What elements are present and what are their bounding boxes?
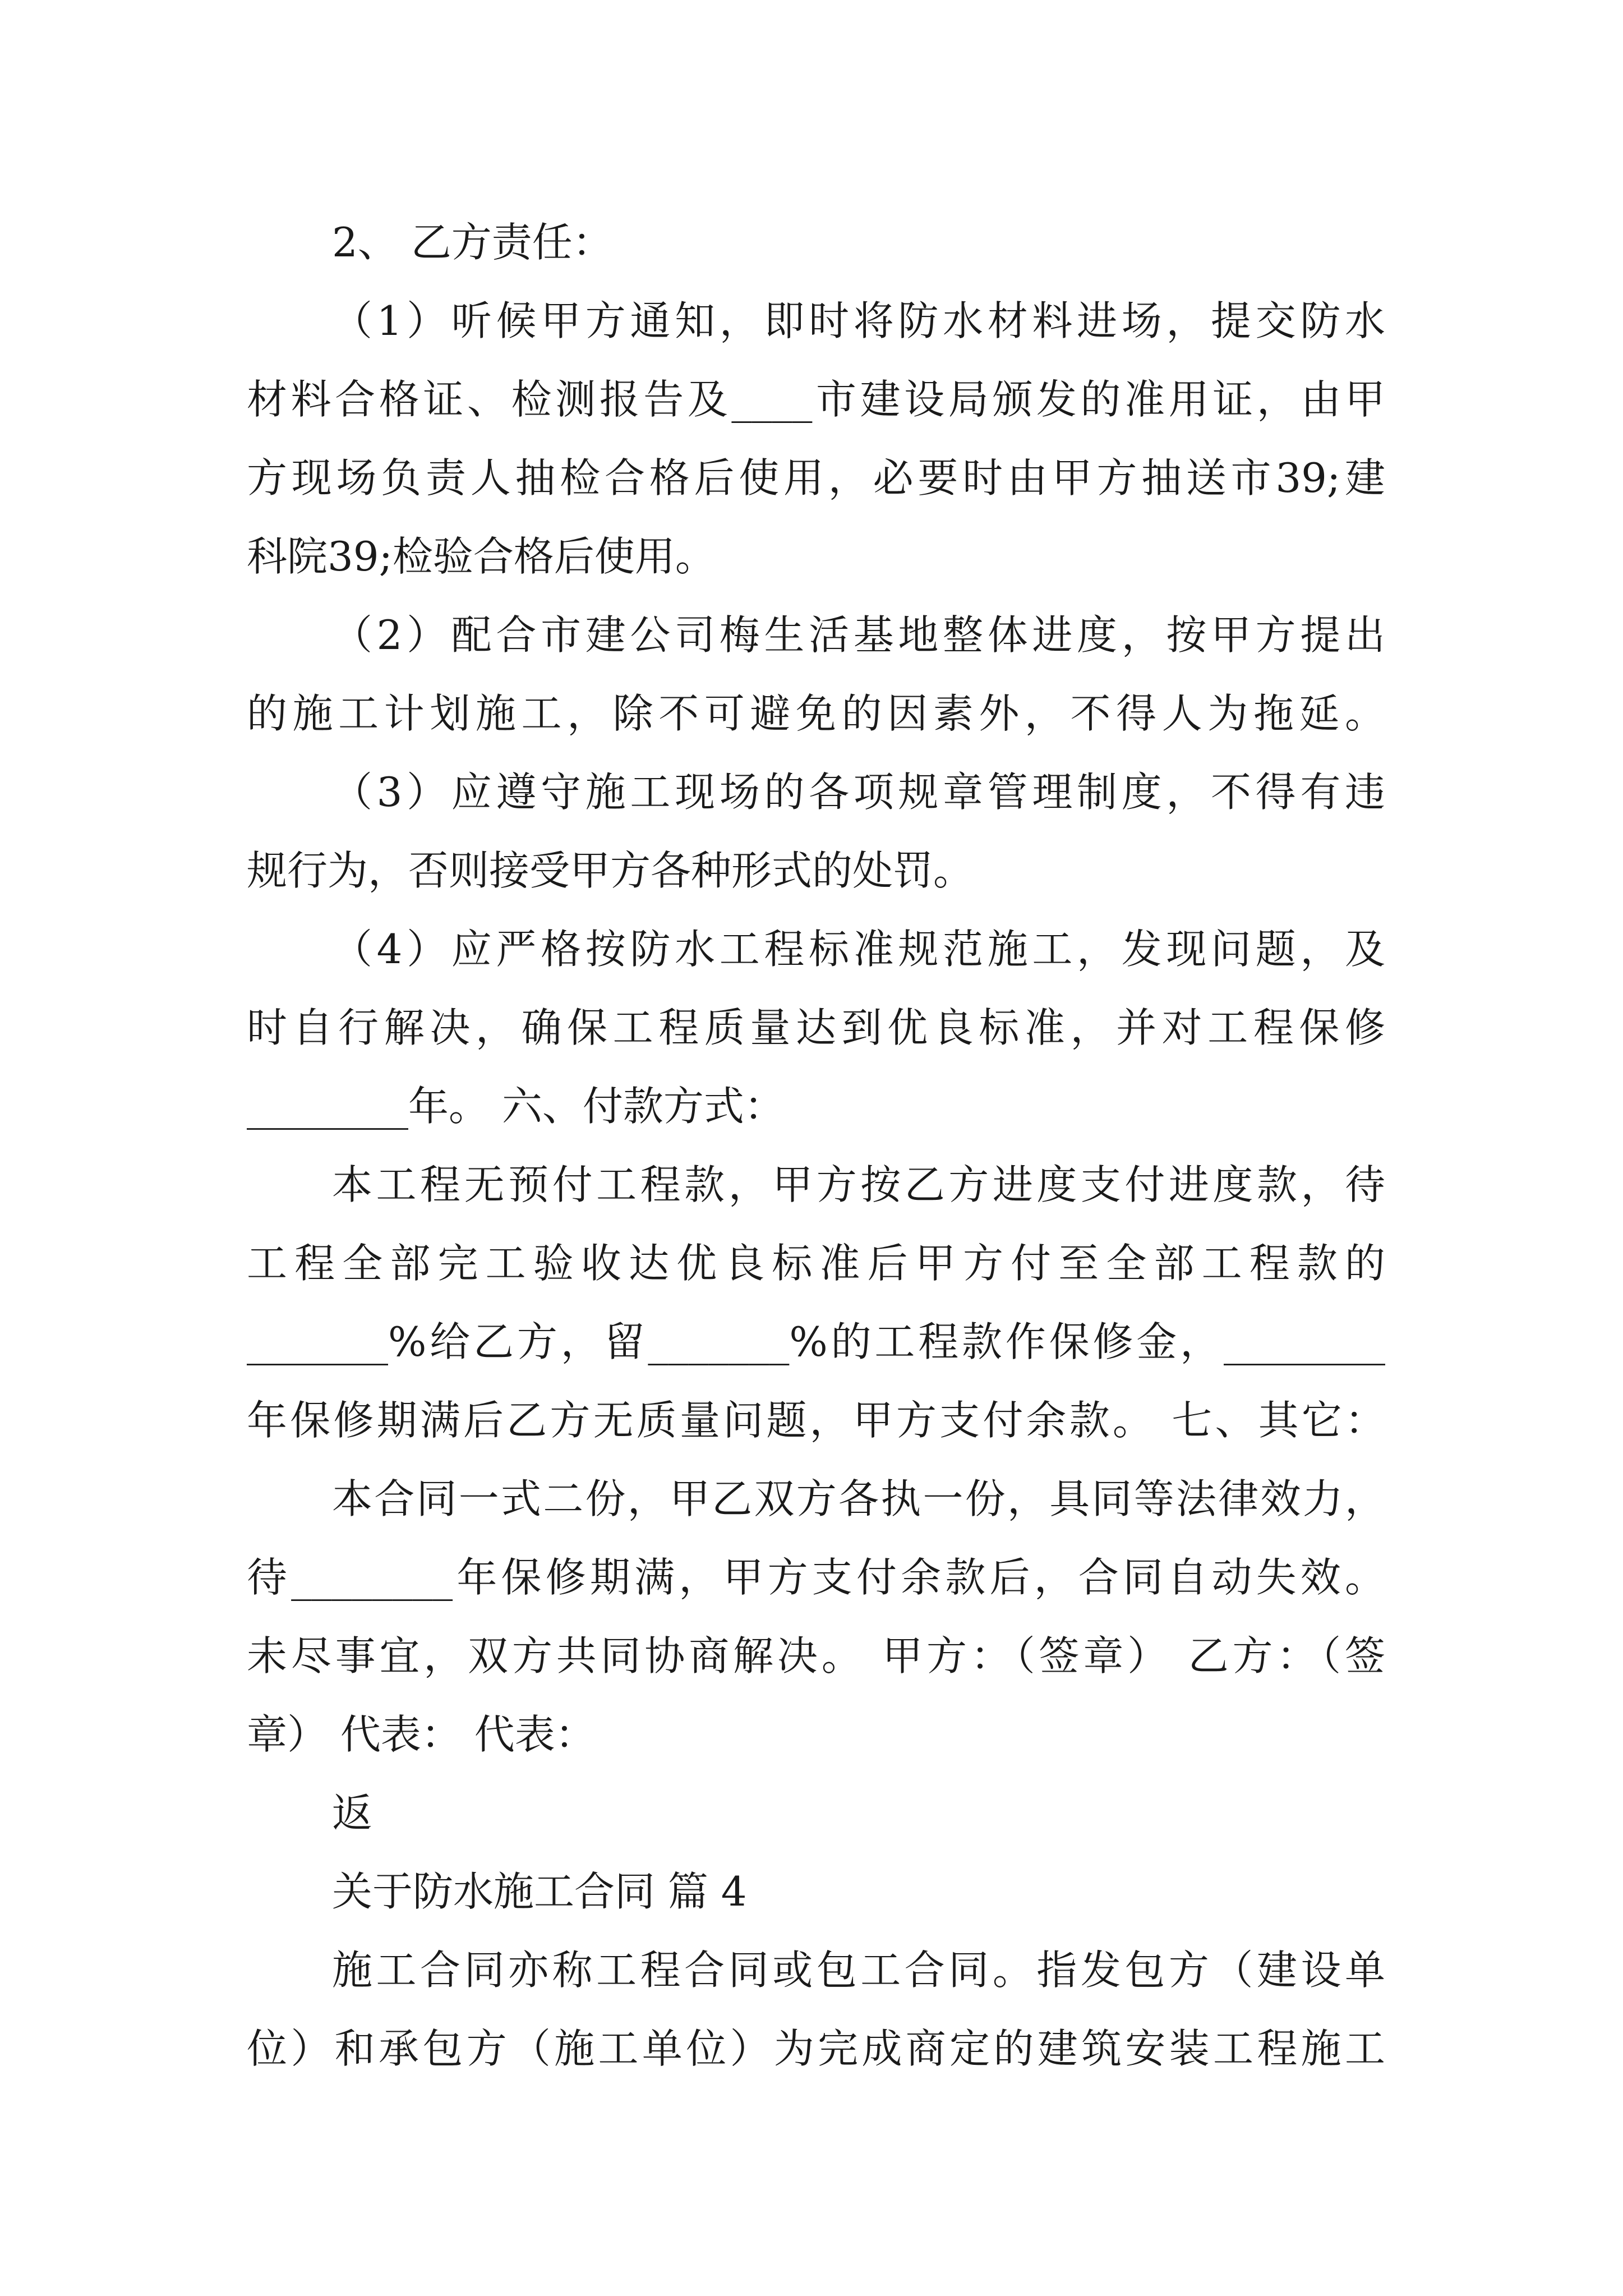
paragraph-line: 工程全部完工验收达优良标准后甲方付至全部工程款的 — [247, 1240, 1385, 1287]
paragraph-line: 科院39;检验合格后使用。 — [247, 533, 716, 580]
paragraph-line: 材料合格证、检测报告及____市建设局颁发的准用证，由甲 — [247, 376, 1385, 423]
paragraph-line: 施工合同亦称工程合同或包工合同。指发包方（建设单 — [332, 1947, 1385, 1994]
paragraph-line: 规行为，否则接受甲方各种形式的处罚。 — [247, 847, 974, 894]
paragraph-line: 本合同一式二份，甲乙双方各执一份，具同等法律效力， — [332, 1475, 1385, 1522]
paragraph-line: 待________年保修期满，甲方支付余款后，合同自动失效。 — [247, 1554, 1385, 1601]
section-heading: 2、 乙方责任： — [332, 219, 613, 266]
paragraph-line: （1）听候甲方通知，即时将防水材料进场，提交防水 — [332, 297, 1385, 344]
paragraph-line: 年保修期满后乙方无质量问题，甲方支付余款。 七、其它： — [247, 1397, 1385, 1444]
paragraph-line: 位）和承包方（施工单位）为完成商定的建筑安装工程施工 — [247, 2025, 1385, 2072]
paragraph-line: _______%给乙方，留_______%的工程款作保修金，________ — [247, 1318, 1385, 1365]
paragraph-line: 的施工计划施工，除不可避免的因素外，不得人为拖延。 — [247, 690, 1385, 737]
paragraph-line: 返 — [332, 1789, 373, 1837]
paragraph-line: （4）应严格按防水工程标准规范施工，发现问题，及 — [332, 926, 1385, 973]
paragraph-line: （3）应遵守施工现场的各项规章管理制度，不得有违 — [332, 769, 1385, 816]
paragraph-line: ________年。 六、付款方式： — [247, 1083, 785, 1130]
paragraph-line: 未尽事宜，双方共同协商解决。 甲方：（签章） 乙方：（签 — [247, 1632, 1385, 1680]
paragraph-line: 方现场负责人抽检合格后使用，必要时由甲方抽送市39;建 — [247, 454, 1385, 501]
paragraph-line: 章） 代表： 代表： — [247, 1711, 596, 1758]
paragraph-line: 本工程无预付工程款，甲方按乙方进度支付进度款，待 — [332, 1161, 1385, 1208]
paragraph-line: 时自行解决，确保工程质量达到优良标准，并对工程保修 — [247, 1004, 1385, 1051]
paragraph-line: （2）配合市建公司梅生活基地整体进度，按甲方提出 — [332, 611, 1385, 659]
article-title: 关于防水施工合同 篇 4 — [332, 1868, 747, 1915]
